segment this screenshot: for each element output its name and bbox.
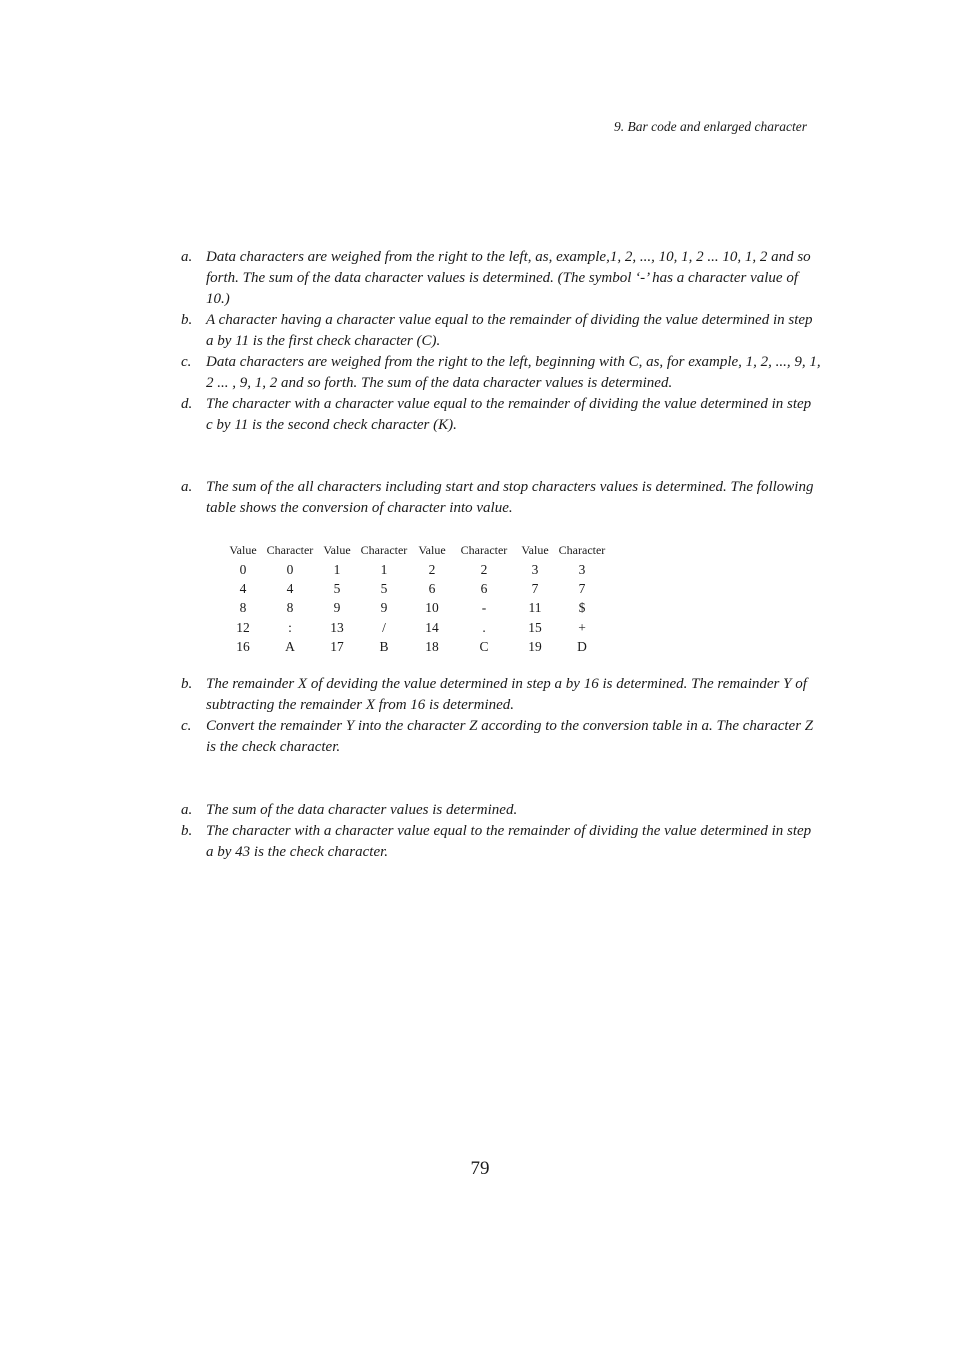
weighting-steps-list <box>181 247 821 436</box>
item-marker: c. <box>181 354 192 370</box>
running-header: 9. Bar code and enlarged character <box>614 119 807 134</box>
column-header: Character <box>460 543 508 557</box>
table-cell: 13 <box>330 619 344 635</box>
table-cell: 1 <box>380 561 388 577</box>
table-cell: 0 <box>239 561 247 577</box>
table-cell: 18 <box>425 639 439 655</box>
list-item <box>181 716 821 758</box>
table-cell: 7 <box>578 581 586 597</box>
table-cell: 2 <box>428 561 436 577</box>
table-cell: 3 <box>531 561 539 577</box>
column-header: Value <box>521 543 549 557</box>
item-text: Data characters are weighed from the right to the left, as, example,1, 2, ..., 10, 1, 2 ... 10, 1, 2 and so forth. The sum of the data character values is determined. (The symbol ‘-’ has a character value of 10.) <box>206 249 811 307</box>
table-cell: 0 <box>286 561 294 577</box>
table-cell: C <box>479 639 489 655</box>
item-marker: a. <box>181 249 193 265</box>
item-text: The sum of the all characters including start and stop characters values is determined. The following table shows the conversion of character into value. <box>206 479 814 516</box>
table-cell: 9 <box>380 600 388 616</box>
table-row <box>224 638 610 657</box>
table-row <box>224 579 610 598</box>
item-text: A character having a character value equal to the remainder of dividing the value determined in step a by 11 is the first check character (C). <box>206 312 813 349</box>
item-marker: b. <box>181 676 193 692</box>
table-header-row <box>224 541 610 560</box>
table-cell: / <box>382 619 386 635</box>
table-cell: 17 <box>330 639 344 655</box>
list-item <box>181 821 821 863</box>
item-text: The character with a character value equal to the remainder of dividing the value determined in step c by 11 is the second check character (K). <box>206 396 812 433</box>
table-cell: 16 <box>236 639 250 655</box>
table-cell: : <box>288 619 292 635</box>
table-cell: 5 <box>333 581 341 597</box>
item-text: The sum of the data character values is determined. <box>206 802 518 818</box>
table-cell: 4 <box>239 581 247 597</box>
item-text: Data characters are weighed from the right to the left, beginning with C, as, for example, 1, 2, ..., 9, 1, 2 ... , 9, 1, 2 and so forth. The sum of the data character values is determined. <box>206 354 821 391</box>
item-marker: b. <box>181 312 193 328</box>
modulo-43-steps-list <box>181 800 821 863</box>
column-header: Character <box>266 543 314 557</box>
remainder-steps-list <box>181 674 821 758</box>
table-cell: 5 <box>380 581 388 597</box>
list-item <box>181 352 821 394</box>
item-marker: a. <box>181 802 193 818</box>
table-cell: B <box>379 639 389 655</box>
item-marker: d. <box>181 396 193 412</box>
item-text: The character with a character value equal to the remainder of dividing the value determined in step a by 43 is the check character. <box>206 823 812 860</box>
list-item <box>181 310 821 352</box>
table-cell: 9 <box>333 600 341 616</box>
list-item <box>181 394 821 436</box>
table-row <box>224 560 610 579</box>
column-header: Character <box>360 543 408 557</box>
item-marker: b. <box>181 823 193 839</box>
item-marker: c. <box>181 718 192 734</box>
table-cell: 4 <box>286 581 294 597</box>
table-cell: 12 <box>236 619 250 635</box>
item-text: Convert the remainder Y into the character Z according to the conversion table in a. The character Z is the check character. <box>206 718 814 755</box>
table-cell: 8 <box>286 600 294 616</box>
table-cell: 2 <box>480 561 488 577</box>
table-cell: 19 <box>528 639 542 655</box>
column-header: Character <box>558 543 606 557</box>
table-cell: 7 <box>531 581 539 597</box>
table-cell: - <box>481 600 487 616</box>
list-item <box>181 247 821 310</box>
table-cell: 11 <box>528 600 542 616</box>
item-marker: a. <box>181 479 193 495</box>
item-text: The remainder X of deviding the value determined in step a by 16 is determined. The remainder Y of subtracting the remainder X from 16 is determined. <box>206 676 807 713</box>
table-cell: D <box>577 639 587 655</box>
page-number: 79 <box>470 1158 490 1179</box>
list-item <box>181 800 821 821</box>
sum-step-list <box>181 477 821 519</box>
table-cell: . <box>482 619 486 635</box>
list-item <box>181 674 821 716</box>
column-header: Value <box>323 543 351 557</box>
table-cell: A <box>285 639 295 655</box>
table-cell: 3 <box>578 561 586 577</box>
table-cell: $ <box>578 600 586 616</box>
column-header: Value <box>418 543 446 557</box>
table-row <box>224 599 610 618</box>
table-cell: 1 <box>333 561 341 577</box>
table-cell: 6 <box>480 581 488 597</box>
table-row <box>224 618 610 637</box>
table-cell: + <box>578 619 586 635</box>
column-header: Value <box>229 543 257 557</box>
table-cell: 6 <box>428 581 436 597</box>
table-cell: 8 <box>239 600 247 616</box>
list-item <box>181 477 821 519</box>
table-cell: 14 <box>425 619 439 635</box>
conversion-table <box>224 541 610 657</box>
table-cell: 15 <box>528 619 542 635</box>
table-cell: 10 <box>425 600 439 616</box>
